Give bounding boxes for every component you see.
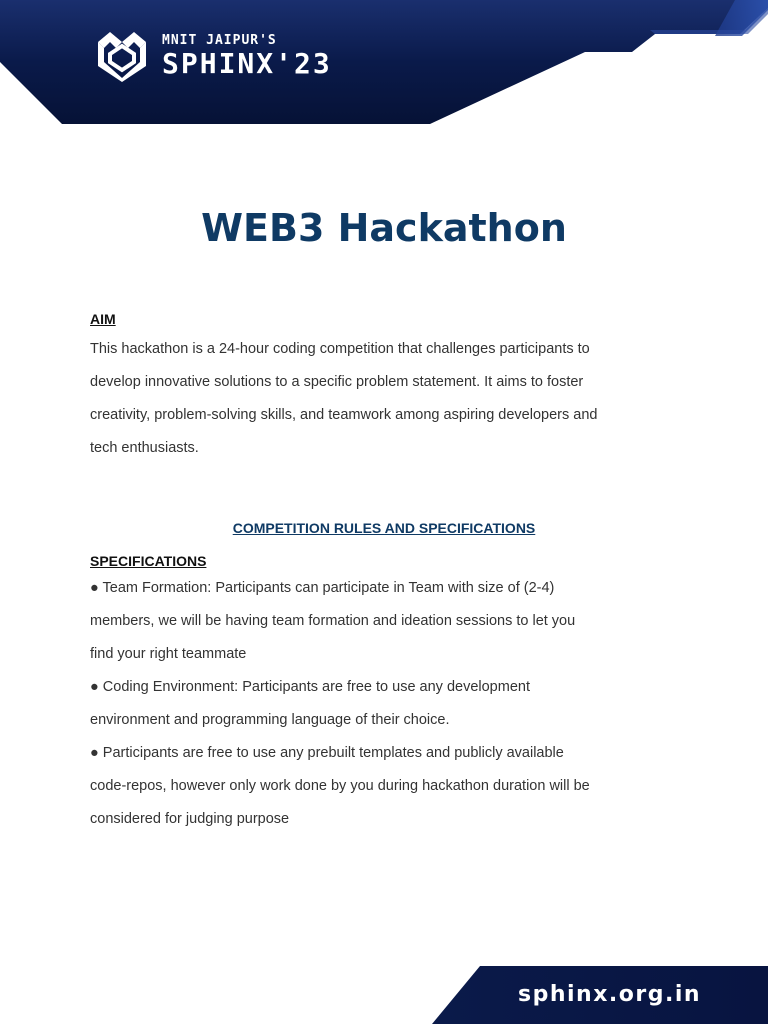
- aim-line: This hackathon is a 24-hour coding competition that challenges participants to: [90, 341, 590, 357]
- spec-line: ● Coding Environment: Participants are free to use any development: [90, 679, 530, 695]
- aim-heading: AIM: [90, 311, 116, 327]
- sphinx-logo-icon: [94, 28, 150, 84]
- spec-line: ● Participants are free to use any prebuilt templates and publicly available: [90, 745, 564, 761]
- spec-line: considered for judging purpose: [90, 811, 290, 827]
- spec-line: ● Team Formation: Participants can participate in Team with size of (2-4): [90, 580, 555, 596]
- page-title: WEB3 Hackathon: [201, 206, 567, 250]
- rules-heading: COMPETITION RULES AND SPECIFICATIONS: [232, 520, 536, 536]
- aim-line: tech enthusiasts.: [90, 440, 199, 456]
- document-body: [90, 309, 650, 836]
- specifications-heading: SPECIFICATIONS: [90, 553, 207, 569]
- logo-text: [162, 33, 332, 79]
- logo-subtitle: MNIT JAIPUR'S: [162, 33, 277, 48]
- website-link[interactable]: sphinx.org.in: [518, 982, 702, 1007]
- aim-line: creativity, problem-solving skills, and teamwork among aspiring developers and: [90, 407, 598, 423]
- logo-title: SPHINX'23: [162, 47, 332, 80]
- specifications-list: [90, 572, 650, 836]
- sphinx-logo[interactable]: [94, 28, 332, 84]
- spec-line: code-repos, however only work done by you during hackathon duration will be: [90, 778, 590, 794]
- spec-line: environment and programming language of their choice.: [90, 712, 450, 728]
- aim-line: develop innovative solutions to a specific problem statement. It aims to foster: [90, 374, 584, 390]
- spec-line: find your right teammate: [90, 646, 247, 662]
- spec-line: members, we will be having team formation and ideation sessions to let you: [90, 613, 576, 629]
- aim-paragraph: [90, 333, 650, 465]
